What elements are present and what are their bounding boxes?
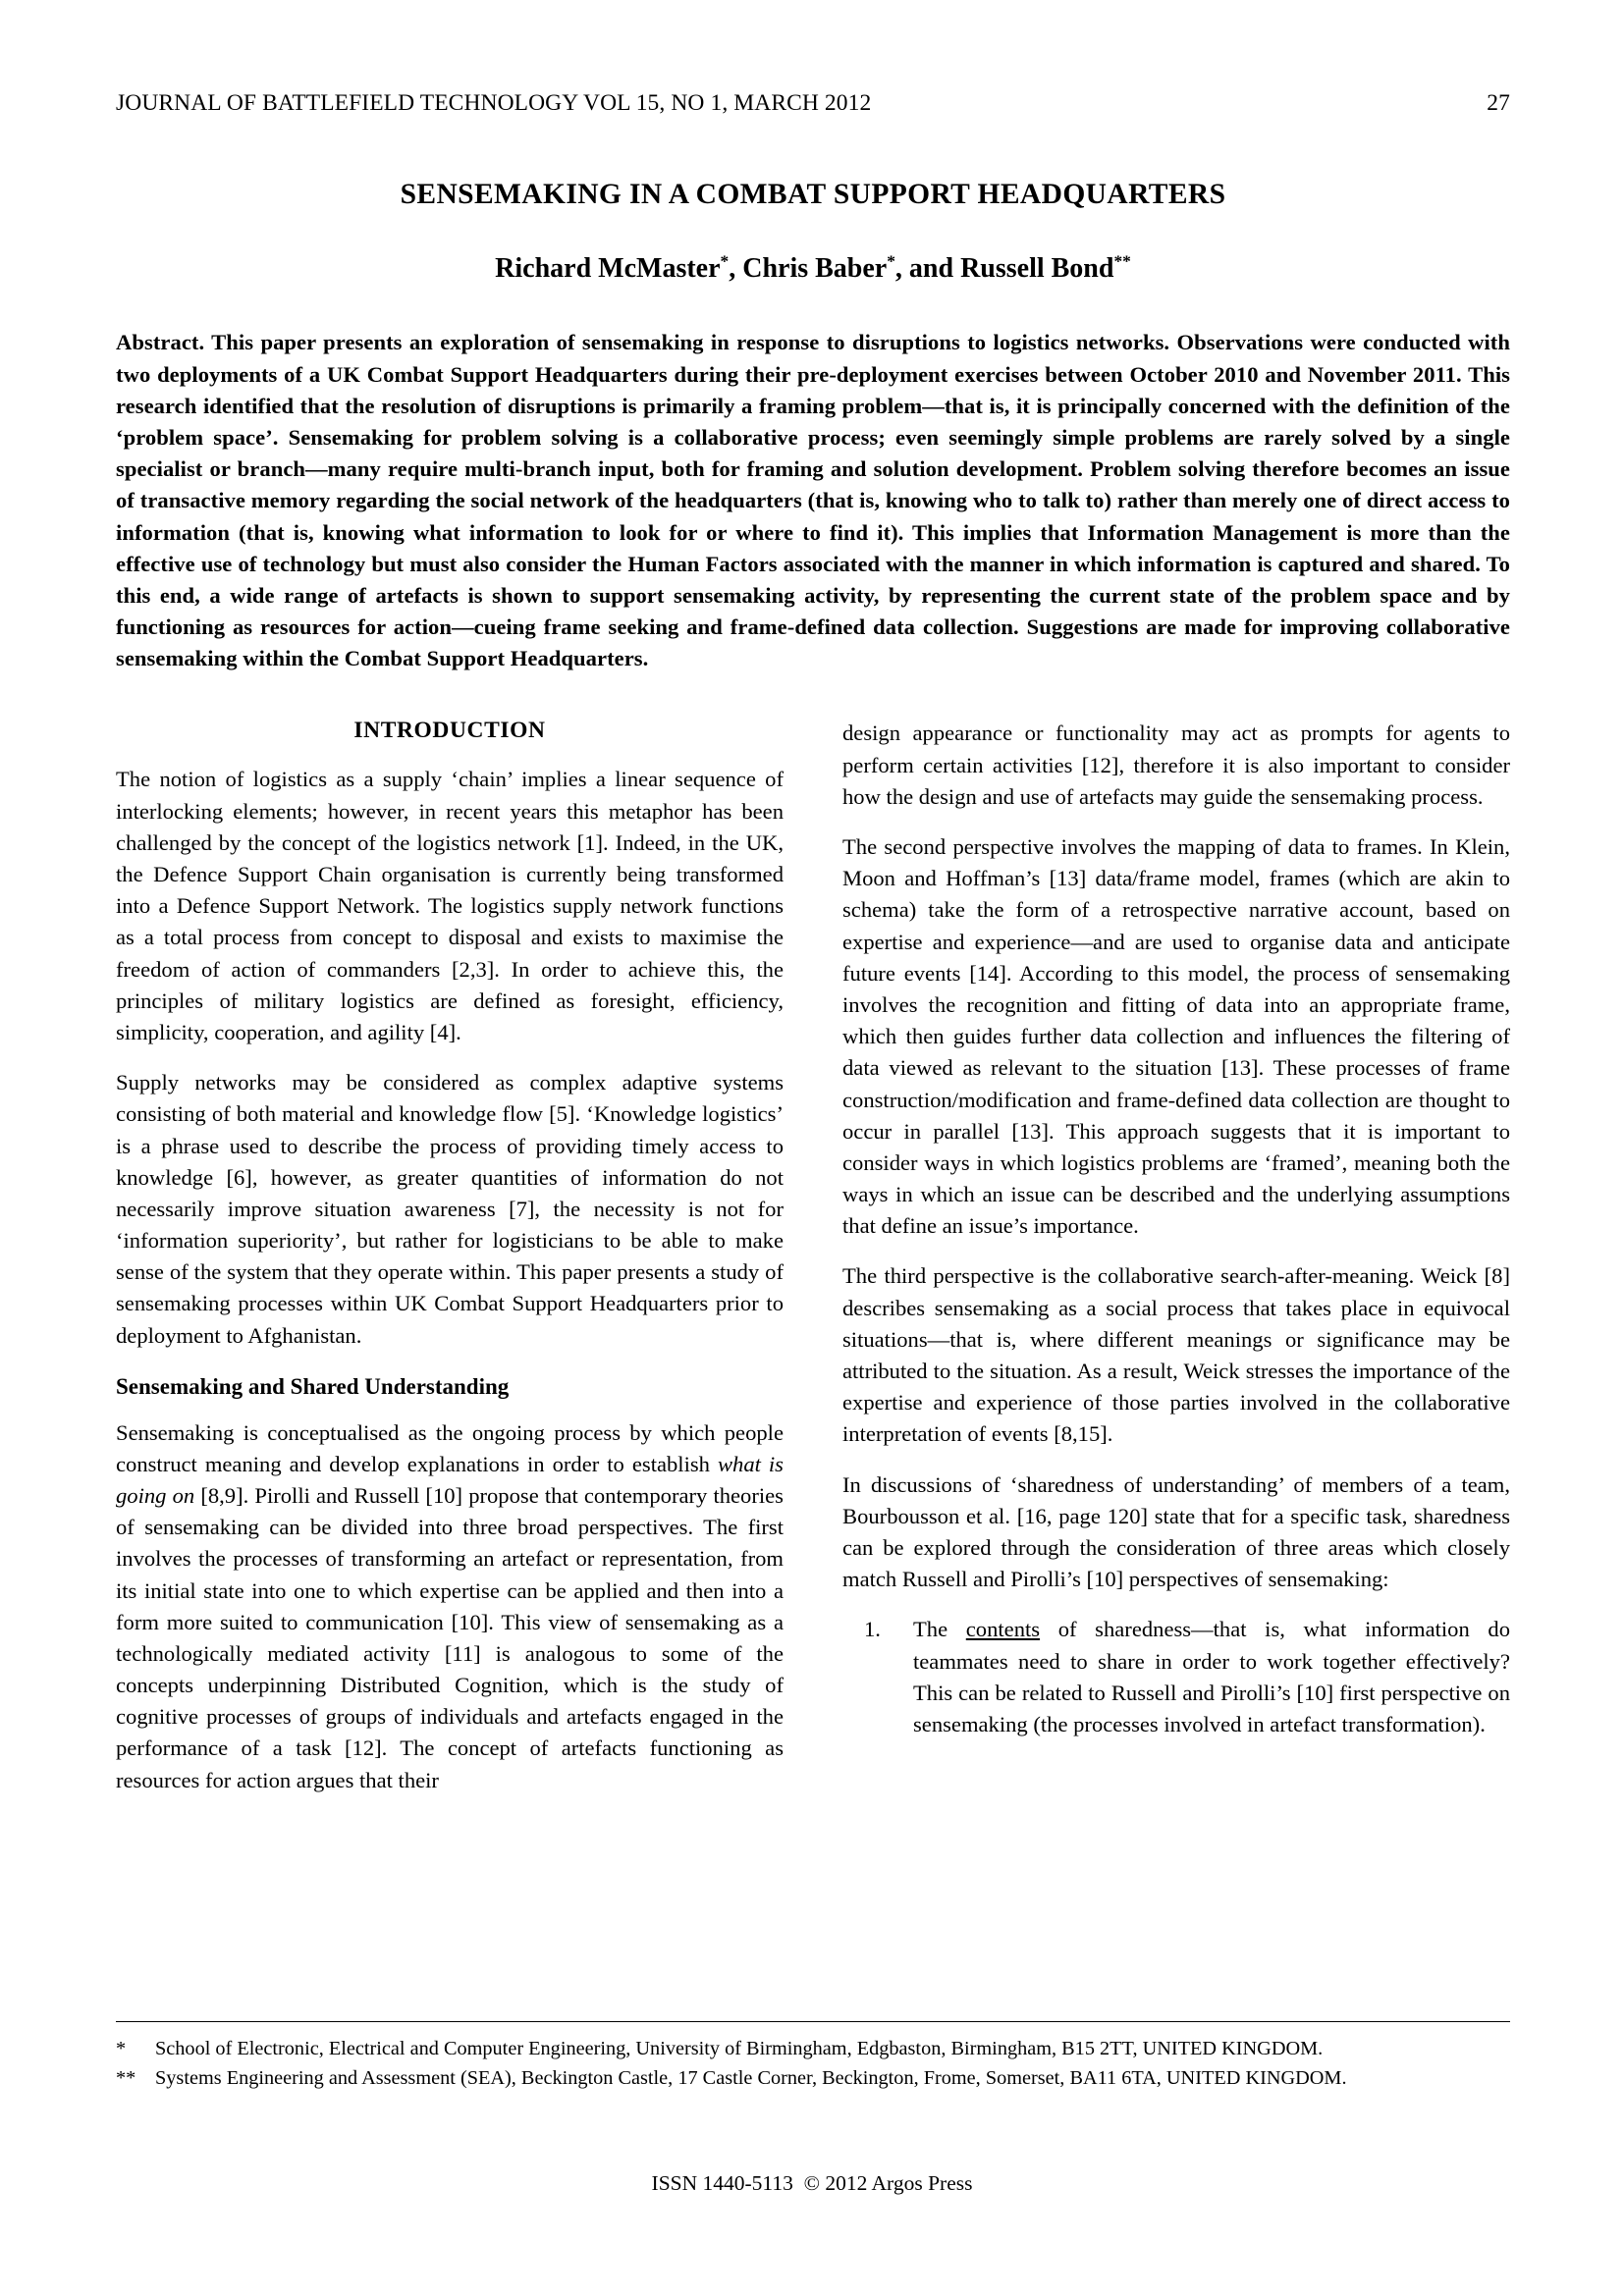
paragraph-text-part-1: Sensemaking is conceptualised as the ongoing process by which people construct meaning and develop explanations in order to establish xyxy=(116,1419,784,1476)
right-column xyxy=(842,718,1510,1758)
author-2-name: Chris Baber xyxy=(742,253,888,285)
italic-phrase-what-is-going-on: what is going on xyxy=(116,1451,784,1508)
author-3-name: Russell Bond xyxy=(960,253,1114,285)
paragraph-second-perspective: The second perspective involves the mapping of data to frames. In Klein, Moon and Hoffman’s [13] data/frame model, frames (which are akin to schema) take the form of a retrospective narrative account, based on expertise and experience—and are used to organise data and anticipate future events [14]. According to this model, the process of sensemaking involves the recognition and fitting of data into an appropriate frame, which then guides further data collection and influences the filtering of data viewed as relevant to the situation [13]. These processes of frame construction/modification and frame-defined data collection are thought to occur in parallel [13]. This approach suggests that it is important to consider ways in which logistics problems are ‘framed’, meaning both the ways in which an issue can be described and the underlying assumptions that define an issue’s importance. xyxy=(842,834,1510,1239)
abstract xyxy=(116,327,1510,674)
author-separator-1: , xyxy=(729,253,743,285)
list-item-text-part-1: The xyxy=(913,1617,966,1642)
underlined-term-contents: contents xyxy=(965,1617,1041,1642)
page-footer xyxy=(0,2171,1624,2196)
author-3-affiliation-mark: ** xyxy=(1113,252,1131,272)
paragraph-third-perspective: The third perspective is the collaborative search-after-meaning. Weick [8] describes sensemaking as a social process that takes place in equivocal situations—that is, where different meanings or significance may be attributed to the situation. As a result, Weick stresses the importance of the expertise and experience of those parties involved in the collaborative interpretation of events [8,15]. xyxy=(842,1263,1510,1447)
author-separator-2: , and xyxy=(894,253,961,285)
copyright-symbol: © xyxy=(803,2171,820,2195)
article-title: SENSEMAKING IN A COMBAT SUPPORT HEADQUARTERS xyxy=(400,179,1226,210)
left-column xyxy=(116,718,784,1795)
footnote-affiliation-2 xyxy=(116,2065,1510,2092)
paragraph-sensemaking-conceptualised xyxy=(116,1417,784,1796)
footnote-text: Systems Engineering and Assessment (SEA), Beckington Castle, 17 Castle Corner, Beckington, Frome, Somerset, BA11 6TA, UNITED KINGDOM. xyxy=(155,2066,1347,2089)
abstract-text: This paper presents an exploration of sensemaking in response to disruptions to logistics networks. Observations were conducted with two deployments of a UK Combat Support Headquarters during their pre-deployment exercises between October 2010 and November 2011. This research identified that the resolution of disruptions is primarily a framing problem—that is, it is principally concerned with the definition of the ‘problem space’. Sensemaking for problem solving is a collaborative process; even seemingly simple problems are rarely solved by a single specialist or branch—many require multi-branch input, both for framing and solution development. Problem solving therefore becomes an issue of transactive memory regarding the social network of the headquarters (that is, knowing who to talk to) rather than merely one of direct access to information (that is, knowing what information to look for or where to find it). This implies that Information Management is more than the effective use of technology but must also consider the Human Factors associated with the manner in which information is captured and shared. To this end, a wide range of artefacts is shown to support sensemaking activity, by representing the current state of the problem space and by functioning as resources for action—cueing frame seeking and frame-defined data collection. Suggestions are made for improving collaborative sensemaking within the Combat Support Headquarters. xyxy=(116,330,1510,671)
author-1-affiliation-mark: * xyxy=(720,252,730,272)
footnote-separator-rule xyxy=(116,2021,1510,2022)
list-item xyxy=(842,1614,1510,1740)
journal-citation-line: JOURNAL OF BATTLEFIELD TECHNOLOGY VOL 15, NO 1, MARCH 2012 xyxy=(116,90,872,116)
list-item-marker: 1. xyxy=(864,1617,881,1642)
footnote-text: School of Electronic, Electrical and Computer Engineering, University of Birmingham, Edgbaston, Birmingham, B15 2TT, UNITED KINGDOM. xyxy=(155,2038,1324,2059)
sharedness-list xyxy=(842,1614,1510,1740)
author-1-name: Richard McMaster xyxy=(495,253,721,285)
page-content xyxy=(116,90,1510,1796)
paragraph-logistics-chain: The notion of logistics as a supply ‘chain’ implies a linear sequence of interlocking elements; however, in recent years this metaphor has been challenged by the concept of the logistics network [1]. Indeed, in the UK, the Defence Support Chain organisation is currently being transformed into a Defence Support Network. The logistics supply network functions as a total process from concept to disposal and exists to maximise the freedom of action of commanders [2,3]. In order to achieve this, the principles of military logistics are defined as foresight, efficiency, simplicity, cooperation, and agility [4]. xyxy=(116,767,784,1044)
body-columns xyxy=(116,718,1510,1795)
author-2-affiliation-mark: * xyxy=(887,252,895,272)
paragraph-sharedness-of-understanding: In discussions of ‘sharedness of understanding’ of members of a team, Bourbousson et al. [16, page 120] state that for a specific task, sharedness can be explored through the consideration of three areas which closely match Russell and Pirolli’s [10] perspectives of sensemaking: xyxy=(842,1471,1510,1592)
paragraph-text-part-2: [8,9]. Pirolli and Russell [10] propose that contemporary theories of sensemaking can be divided into three broad perspectives. The first involves the processes of transforming an artefact or representation, from its initial state into one to which expertise can be applied and then into a form more suited to communication [10]. This view of sensemaking as a technologically mediated activity [11] is analogous to some of the concepts underpinning Distributed Cognition, which is the study of cognitive processes of groups of individuals and artefacts engaged in the performance of a task [12]. The concept of artefacts functioning as resources for action argues that their xyxy=(116,1482,784,1792)
list-item-text-part-2: of sharedness—that is, what information do teammates need to share in order to work together effectively? This can be related to Russell and Pirolli’s [10] first perspective on sensemaking (the processes involved in artefact transformation). xyxy=(913,1617,1510,1736)
footnote-affiliation-1 xyxy=(116,2036,1510,2062)
abstract-label: Abstract. xyxy=(116,330,205,355)
footnote-area xyxy=(116,2021,1510,2095)
subsection-heading-sensemaking-shared-understanding: Sensemaking and Shared Understanding xyxy=(116,1373,510,1399)
paragraph-design-appearance: design appearance or functionality may act as prompts for agents to perform certain activities [12], therefore it is also important to consider how the design and use of artefacts may guide the sensemaking process. xyxy=(842,721,1510,809)
copyright-holder: 2012 Argos Press xyxy=(825,2171,973,2195)
footnote-marker: * xyxy=(116,2038,127,2059)
running-head xyxy=(116,90,1510,117)
issn-number: ISSN 1440-5113 xyxy=(651,2171,793,2195)
footnote-marker: ** xyxy=(116,2066,136,2089)
section-heading-introduction: INTRODUCTION xyxy=(353,718,546,744)
paragraph-supply-networks: Supply networks may be considered as complex adaptive systems consisting of both material and knowledge flow [5]. ‘Knowledge logistics’ is a phrase used to describe the process of providing timely access to knowledge [6], however, as greater quantities of information do not necessarily improve situation awareness [7], the necessity is not for ‘information superiority’, but rather for logisticians to be able to make sense of the system that they operate within. This paper presents a study of sensemaking processes within UK Combat Support Headquarters prior to deployment to Afghanistan. xyxy=(116,1070,784,1348)
author-list xyxy=(116,251,1510,286)
page-number: 27 xyxy=(1487,90,1510,116)
